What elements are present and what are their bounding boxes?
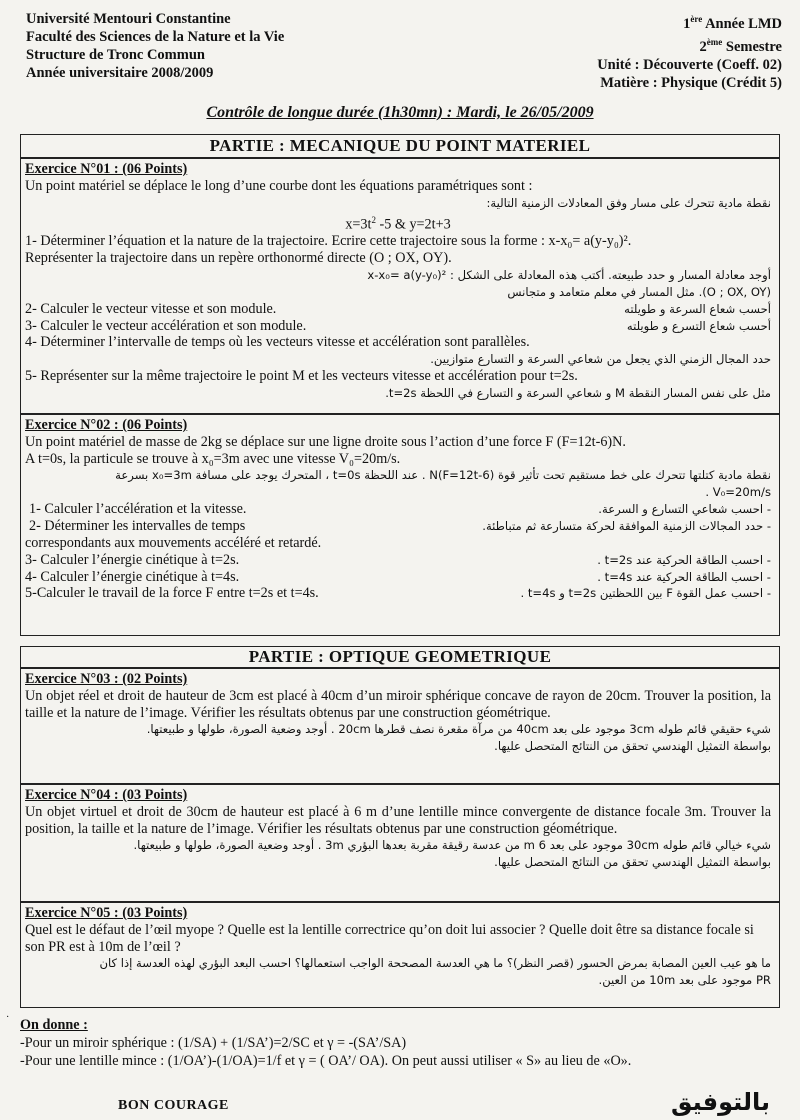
part-optics-title: PARTIE : OPTIQUE GEOMETRIQUE — [20, 646, 780, 668]
exercise-1-title: Exercice N°01 : (06 Points) — [25, 161, 188, 177]
exercise-5-text: Quel est le défaut de l’œil myope ? Quelle est la lentille correctrice qu’on doit lui associer ? Quelle doit être sa distance focale si son PR est à 10m de l’œil ? — [25, 921, 754, 955]
exercise-3-title: Exercice N°03 : (02 Points) — [25, 671, 188, 687]
margin-dot: · — [6, 1012, 10, 1023]
given-formulas — [20, 1016, 780, 1070]
exercise-2-q1-row: 1- Calculer l’accélération et la vitesse. - احسب شعاعي التسارع و السرعة. — [29, 501, 771, 518]
institution-header — [26, 10, 284, 82]
good-luck-fr: BON COURAGE — [118, 1098, 229, 1113]
subject-label: Matière : Physique (Crédit 5) — [600, 74, 782, 91]
exercise-1-q5-ar: مثل على نفس المسار النقطة M و شعاعي السرعة و التسارع في اللحظة t=2s. — [385, 385, 771, 400]
exercise-1-intro-ar: نقطة مادية تتحرك على مسار وفق المعادلات الزمنية التالية: — [486, 195, 771, 210]
exercise-2-intro-ar1: نقطة مادية كتلتها تتحرك على خط مستقيم تحت تأثير قوة (F=12t-6)N . عند اللحظة t=0s ، المتحرك يوجد على مسافة x₀=3m بسرعة — [115, 468, 771, 483]
exercise-5-ar2: PR موجود على بعد 10m من العين. — [598, 973, 771, 988]
exercise-2-title: Exercice N°02 : (06 Points) — [25, 417, 188, 433]
exercise-1-q4-ar: حدد المجال الزمني الذي يجعل من شعاعي السرعة و التسارع متوازيين. — [430, 352, 771, 367]
unit-label: Unité : Découverte (Coeff. 02) — [597, 56, 782, 73]
exercise-1 — [20, 158, 780, 414]
exercise-2-q3-row: 3- Calculer l’énergie cinétique à t=2s. - احسب الطاقة الحركية عند t=2s . — [25, 551, 771, 568]
exercise-1-q3-row: 3- Calculer le vecteur accélération et son module. أحسب شعاع التسرع و طويلته — [25, 317, 771, 334]
exercise-1-q5: 5- Représenter sur la même trajectoire le point M et les vecteurs vitesse et accélération pour t=2s. — [25, 368, 578, 385]
mirror-formula: -Pour un miroir sphérique : (1/SA) + (1/SA’)=2/SC et γ = -(SA’/SA) — [20, 1035, 407, 1051]
exercise-2-q5-row: 5-Calculer le travail de la force F entre t=2s et t=4s. - احسب عمل القوة F بين اللحظتين t=2s و t=4s . — [25, 585, 771, 602]
exercise-5-title: Exercice N°05 : (03 Points) — [25, 905, 188, 921]
good-luck-ar: بالتوفيق — [670, 1088, 770, 1116]
exercise-1-equations: $x=3t^2$ -5 & y=2t+3 — [345, 214, 451, 233]
exercise-2-intro1: Un point matériel de masse de 2kg se déplace sur une ligne droite sous l’action d’une force F (F=12t-6)N. — [25, 433, 626, 450]
exercise-1-q4: 4- Déterminer l’intervalle de temps où les vecteurs vitesse et accélération sont parallèles. — [25, 334, 530, 351]
exercise-2 — [20, 414, 780, 636]
academic-year: Année universitaire 2008/2009 — [26, 65, 214, 81]
exercise-3-ar1: شيء حقيقي قائم طوله 3cm موجود على بعد 40cm من مرآة مقعرة نصف قطرها 20cm . أوجد وضعية الصورة، طولها و طبيعتها. — [146, 722, 771, 737]
exercise-1-q1: 1- Déterminer l’équation et la nature de la trajectoire. Ecrire cette trajectoire sous la forme : x-x₀= a(y-y₀)². — [25, 233, 632, 250]
given-title: On donne : — [20, 1017, 88, 1033]
exercise-4-ar2: بواسطة التمثيل الهندسي تحقق من النتائج المتحصل عليها. — [494, 855, 771, 870]
exam-title: Contrôle de longue durée (1h30mn) : Mardi, le 26/05/2009 — [206, 104, 594, 121]
exercise-1-q1-ar2: (O ; OX, OY). مثل المسار في معلم متعامد و متجانس — [507, 284, 771, 299]
exercise-4-title: Exercice N°04 : (03 Points) — [25, 787, 188, 803]
exercise-1-q1b: Représenter la trajectoire dans un repère orthonormé directe (O ; OX, OY). — [25, 249, 452, 266]
study-year: 1ère Année LMD — [683, 14, 782, 32]
exercise-2-intro-ar2: V₀=20m/s . — [705, 485, 771, 500]
exercise-1-q2-row: 2- Calculer le vecteur vitesse et son module. أحسب شعاع السرعة و طويلته — [25, 300, 771, 317]
exercise-3 — [20, 668, 780, 784]
exercise-1-q1-ar1: أوجد معادلة المسار و حدد طبيعته. أكتب هذه المعادلة على الشكل : x-x₀= a(y-y₀)² — [367, 267, 771, 282]
exercise-4-text: Un objet virtuel et droit de 30cm de hauteur est placé à 6 m d’une lentille mince convergente de distance focale 3m. Trouver la position, la taille et la nature de l’image. Vérifier les résultats obtenus par une construction géométrique. — [25, 803, 771, 837]
exercise-3-ar2: بواسطة التمثيل الهندسي تحقق من النتائج المتحصل عليها. — [494, 739, 771, 754]
exercise-2-q2b: correspondants aux mouvements accéléré et retardé. — [25, 534, 322, 551]
exercise-2-q2-row: 2- Déterminer les intervalles de temps - حدد المجالات الزمنية الموافقة لحركة متسارعة ثم متباطئة. — [29, 518, 771, 535]
exercise-3-text: Un objet réel et droit de hauteur de 3cm est placé à 40cm d’un miroir sphérique concave de rayon de 20cm. Trouver la position, la taille et la nature de l’image. Vérifier les résultats obtenus par une construction géométrique. — [25, 687, 771, 721]
faculty-name: Faculté des Sciences de la Nature et la Vie — [26, 29, 285, 45]
exercise-2-q4-row: 4- Calculer l’énergie cinétique à t=4s. - احسب الطاقة الحركية عند t=4s . — [25, 568, 771, 585]
course-header — [597, 10, 782, 92]
structure-name: Structure de Tronc Commun — [26, 47, 205, 63]
part-mechanics-title: PARTIE : MECANIQUE DU POINT MATERIEL — [20, 134, 780, 158]
exercise-4 — [20, 784, 780, 902]
exercise-4-ar1: شيء خيالي قائم طوله 30cm موجود على بعد 6 m من عدسة رقيقة مقربة بعدها البؤري 3m . أوجد وضعية الصورة، طولها و طبيعتها. — [133, 838, 771, 853]
exercise-5 — [20, 902, 780, 1008]
exercise-1-intro: Un point matériel se déplace le long d’une courbe dont les équations paramétriques sont : — [25, 177, 533, 194]
university-name: Université Mentouri Constantine — [26, 11, 231, 27]
exercise-2-intro2: A t=0s, la particule se trouve à x₀=3m avec une vitesse V₀=20m/s. — [25, 450, 401, 467]
lens-formula: -Pour une lentille mince : (1/OA’)-(1/OA)=1/f et γ = ( OA’/ OA). On peut aussi utiliser « S» au lieu de «O». — [20, 1053, 632, 1069]
semester: 2ème Semestre — [699, 36, 782, 55]
exercise-5-ar1: ما هو عيب العين المصابة بمرض الحسور (قصر النظر)؟ ما هي العدسة المصححة الواجب استعمالها؟ احسب البعد البؤري لهذه العدسة إذا كان — [99, 956, 771, 971]
